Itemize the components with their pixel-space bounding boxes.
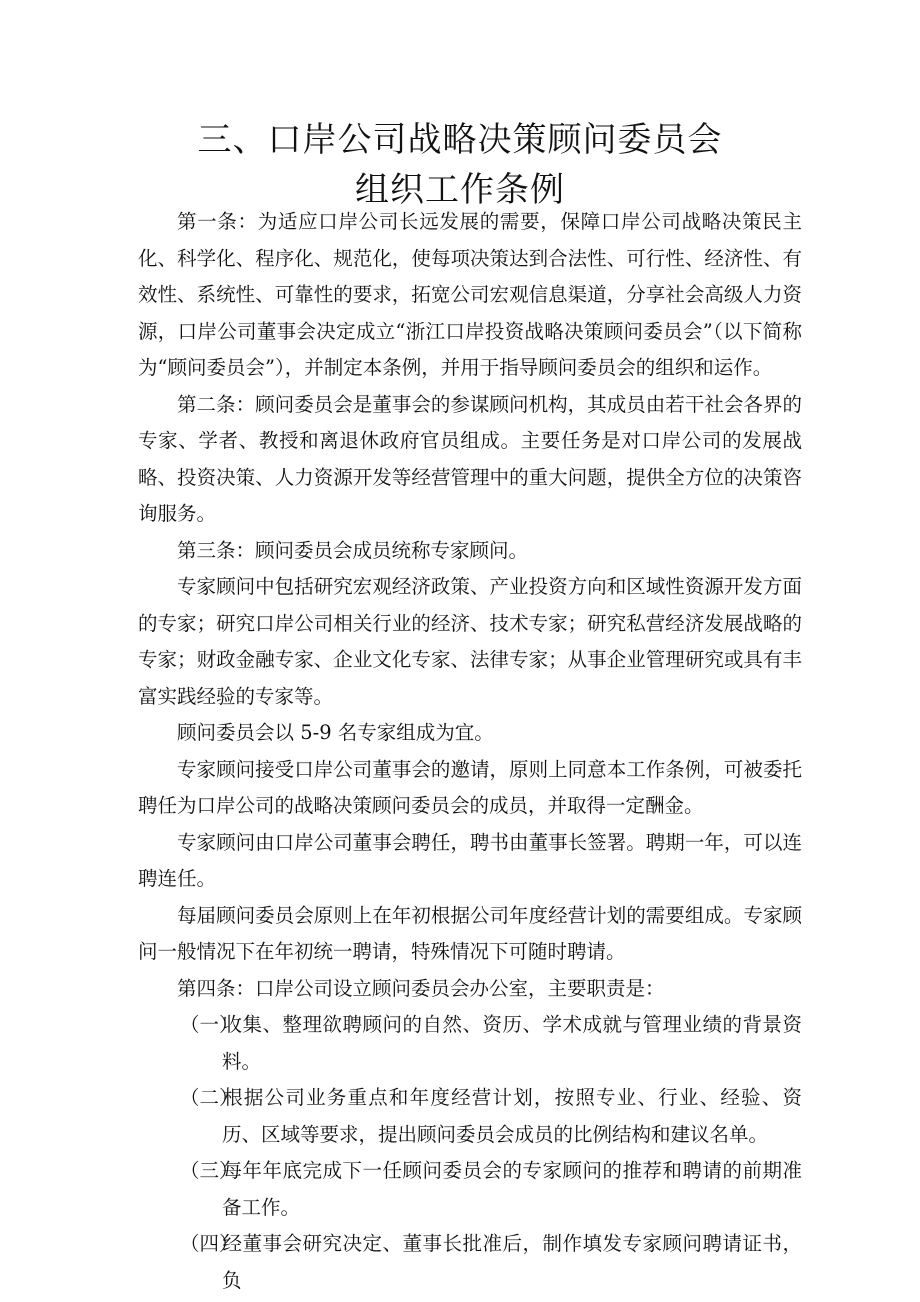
- list-item: [138, 1080, 802, 1153]
- list-item-number: （三）: [180, 1159, 239, 1182]
- document-body: [138, 204, 802, 1299]
- article-3: 第三条：顾问委员会成员统称专家顾问。: [177, 538, 529, 562]
- list-item: [138, 1007, 802, 1080]
- article-2: 第二条：顾问委员会是董事会的参谋顾问机构，其成员由若干社会各界的专家、学者、教授和离退休政府官员组成。主要任务是对口岸公司的发展战略、投资决策、人力资源开发等经营管理中的重大问题，提供全方位的决策咨询服务。: [138, 392, 802, 525]
- list-item-number: （二）: [180, 1086, 239, 1109]
- list-item-number: （一）: [180, 1013, 239, 1036]
- list-item-text: 经董事会研究决定、董事长批准后，制作填发专家顾问聘请证书，负: [222, 1232, 802, 1292]
- list-item-text: 收集、整理欲聘顾问的自然、资历、学术成就与管理业绩的背景资料。: [222, 1013, 802, 1073]
- list-item: [138, 1226, 802, 1299]
- article-4: 第四条：口岸公司设立顾问委员会办公室，主要职责是：: [177, 976, 665, 1000]
- invitation-paragraph: 专家顾问接受口岸公司董事会的邀请，原则上同意本工作条例，可被委托聘任为口岸公司的战略决策顾问委员会的成员，并取得一定酬金。: [138, 757, 802, 817]
- article-1: 第一条：为适应口岸公司长远发展的需要，保障口岸公司战略决策民主化、科学化、程序化、规范化，使每项决策达到合法性、可行性、经济性、有效性、系统性、可靠性的要求，拓宽公司宏观信息渠道，分享社会高级人力资源，口岸公司董事会决定成立“浙江口岸投资战略决策顾问委员会”（以下简称为“顾问委员会”），并制定本条例，并用于指导顾问委员会的组织和运作。: [138, 210, 802, 379]
- annual-formation-paragraph: 每届顾问委员会原则上在年初根据公司年度经营计划的需要组成。专家顾问一般情况下在年初统一聘请，特殊情况下可随时聘请。: [138, 903, 802, 963]
- expert-categories-paragraph: 专家顾问中包括研究宏观经济政策、产业投资方向和区域性资源开发方面的专家；研究口岸公司相关行业的经济、技术专家；研究私营经济发展战略的专家；财政金融专家、企业文化专家、法律专家；从事企业管理研究或具有丰富实践经验的专家等。: [138, 575, 802, 708]
- list-item: [138, 1153, 802, 1226]
- appointment-paragraph: 专家顾问由口岸公司董事会聘任，聘书由董事长签署。聘期一年，可以连聘连任。: [138, 830, 802, 890]
- document-title-line-2: 组织工作条例: [355, 170, 565, 210]
- committee-size-paragraph: 顾问委员会以 5-9 名专家组成为宜。: [177, 721, 494, 744]
- list-item-text: 每年年底完成下一任顾问委员会的专家顾问的推荐和聘请的前期准备工作。: [222, 1159, 802, 1219]
- list-item-number: （四）: [180, 1232, 239, 1255]
- list-item-text: 根据公司业务重点和年度经营计划，按照专业、行业、经验、资历、区域等要求，提出顾问委员会成员的比例结构和建议名单。: [222, 1086, 802, 1146]
- document-title-line-1: 三、口岸公司战略决策顾问委员会: [197, 120, 723, 160]
